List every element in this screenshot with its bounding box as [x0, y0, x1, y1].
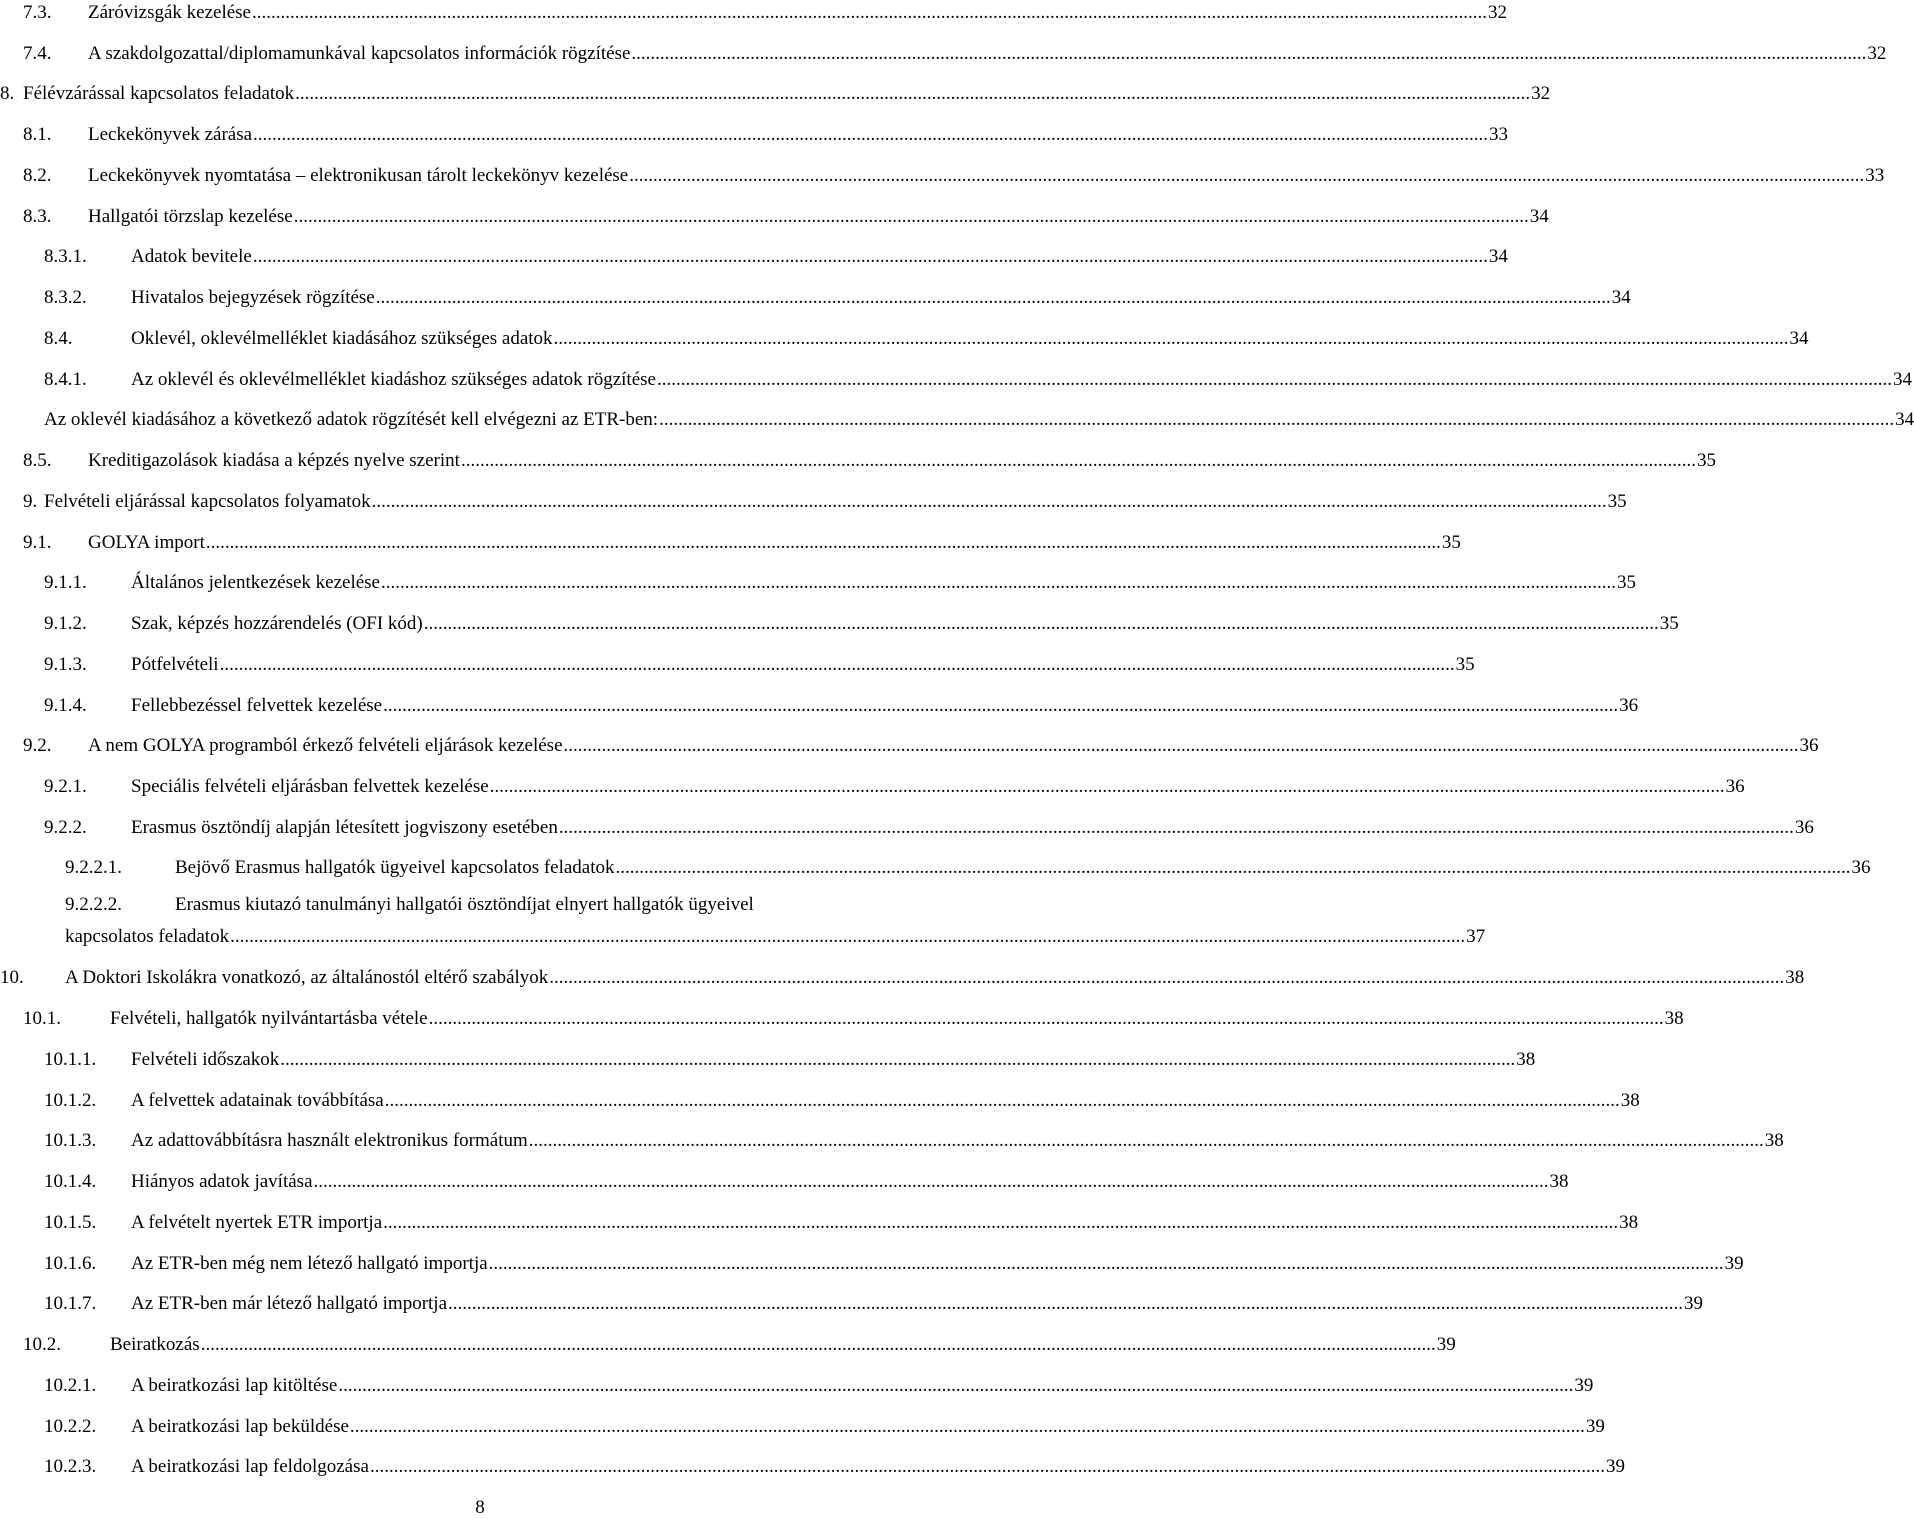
toc-entry[interactable] — [44, 1245, 1744, 1275]
dot-leader — [370, 1456, 1605, 1478]
toc-entry-page: 34 — [1895, 409, 1914, 430]
toc-entry-title: Adatok bevitele — [131, 246, 252, 267]
toc-entry-title: Az ETR-ben már létező hallgató importja — [131, 1293, 448, 1314]
dot-leader — [559, 817, 1794, 839]
toc-entry-page: 39 — [1724, 1253, 1744, 1274]
toc-entry-page: 32 — [1488, 2, 1507, 23]
toc-entry-title: Általános jelentkezések kezelése — [131, 572, 380, 593]
toc-entry[interactable] — [23, 116, 1509, 146]
dot-leader — [631, 43, 1866, 65]
toc-entry-title: A beiratkozási lap kitöltése — [131, 1375, 338, 1396]
toc-entry-number: 10. — [0, 967, 24, 988]
toc-entry-page: 39 — [1574, 1375, 1594, 1396]
toc-entry-title-continued: kapcsolatos feladatok — [65, 926, 230, 947]
dot-leader — [657, 369, 1892, 391]
dot-leader — [385, 1090, 1620, 1112]
toc-entry-number: 9.1.3. — [44, 654, 87, 675]
dot-leader — [230, 926, 1465, 948]
toc-entry-title: Hiányos adatok javítása — [131, 1171, 313, 1192]
toc-entry-page: 38 — [1516, 1049, 1536, 1070]
toc-entry-number: 7.4. — [23, 43, 52, 64]
dot-leader — [206, 532, 1441, 554]
toc-entry-title: A beiratkozási lap beküldése — [131, 1416, 349, 1437]
toc-entry-title: GOLYA import — [88, 532, 205, 553]
toc-entry-title: A nem GOLYA programból érkező felvételi eljárások kezelése — [88, 735, 563, 756]
dot-leader — [564, 735, 1799, 757]
toc-entry[interactable] — [65, 849, 1871, 879]
toc-entry[interactable] — [23, 0, 1507, 24]
toc-entry-title: Az ETR-ben még nem létező hallgató importja — [131, 1253, 488, 1274]
toc-entry[interactable] — [44, 1082, 1640, 1112]
toc-entry-title: Kreditigazolások kiadása a képzés nyelve szerint — [88, 450, 460, 471]
toc-entry-number: 8.1. — [23, 124, 52, 145]
toc-entry-title: Felvételi, hallgatók nyilvántartásba vétele — [110, 1008, 428, 1029]
toc-entry-title: Záróvizsgák kezelése — [88, 2, 251, 23]
toc-entry-title: Erasmus ösztöndíj alapján létesített jogviszony esetében — [131, 817, 558, 838]
toc-entry[interactable] — [44, 1285, 1704, 1315]
toc-entry-title: Felvételi időszakok — [131, 1049, 280, 1070]
toc-entry-title: Fellebbezéssel felvettek kezelése — [131, 695, 383, 716]
toc-entry-page: 34 — [1892, 369, 1912, 390]
toc-entry-title: A Doktori Iskolákra vonatkozó, az általánostól eltérő szabályok — [65, 967, 549, 988]
toc-entry[interactable] — [44, 687, 1639, 717]
toc-entry-title: A felvételt nyertek ETR importja — [131, 1212, 383, 1233]
dot-leader — [554, 328, 1789, 350]
toc-entry-number: 10.1.6. — [44, 1253, 97, 1274]
toc-entry-number: 9.2. — [23, 735, 52, 756]
toc-entry-first-line — [65, 894, 958, 918]
toc-entry-title: Pótfelvételi — [131, 654, 219, 675]
toc-entry-number: 8.2. — [23, 165, 52, 186]
toc-entry-page: 34 — [1529, 206, 1549, 227]
toc-entry-number: 10.1.1. — [44, 1049, 97, 1070]
toc-entry-page: 35 — [1607, 491, 1627, 512]
toc-entry-number: 8.4. — [44, 328, 73, 349]
toc-entry-page: 35 — [1441, 532, 1461, 553]
toc-entry[interactable] — [44, 605, 1679, 635]
toc-entry-number: 8.3.2. — [44, 287, 87, 308]
toc-entry[interactable] — [44, 646, 1475, 676]
toc-entry-page: 36 — [1619, 695, 1639, 716]
toc-entry[interactable] — [23, 524, 1461, 554]
toc-entry-number: 8. — [0, 83, 15, 104]
toc-entry-title: A beiratkozási lap feldolgozása — [131, 1456, 369, 1477]
dot-leader — [616, 857, 1851, 879]
toc-entry-page: 35 — [1659, 613, 1679, 634]
toc-entry-page: 36 — [1851, 857, 1871, 878]
toc-entry-page: 33 — [1865, 165, 1885, 186]
toc-entry[interactable] — [44, 1408, 1605, 1438]
dot-leader — [629, 165, 1864, 187]
toc-entry-title: Felvételi eljárással kapcsolatos folyamatok — [44, 491, 371, 512]
dot-leader — [338, 1375, 1573, 1397]
toc-entry-number: 9.2.2. — [44, 817, 87, 838]
toc-entry[interactable] — [44, 279, 1631, 309]
toc-entry[interactable] — [44, 1448, 1625, 1478]
toc-entry[interactable] — [44, 809, 1814, 839]
toc-entry-second-line — [65, 918, 1486, 948]
toc-entry-number: 8.3. — [23, 206, 52, 227]
toc-entry[interactable] — [44, 1163, 1569, 1193]
dot-leader — [376, 287, 1611, 309]
toc-entry-page: 38 — [1664, 1008, 1684, 1029]
toc-entry[interactable] — [44, 320, 1809, 350]
toc-entry-number: 9.2.2.2. — [65, 894, 122, 915]
dot-leader — [490, 776, 1725, 798]
toc-entry-title: Bejövő Erasmus hallgatók ügyeivel kapcsolatos feladatok — [175, 857, 615, 878]
dot-leader — [549, 967, 1784, 989]
toc-entry-page: 35 — [1696, 450, 1716, 471]
toc-entry-number: 9.2.1. — [44, 776, 87, 797]
toc-entry[interactable] — [44, 1204, 1639, 1234]
toc-entry[interactable] — [23, 727, 1819, 757]
dot-leader — [448, 1293, 1683, 1315]
toc-entry-title: Félévzárással kapcsolatos feladatok — [23, 83, 295, 104]
toc-entry-number: 10.1. — [23, 1008, 61, 1029]
toc-entry[interactable] — [44, 401, 1914, 431]
dot-leader — [383, 695, 1618, 717]
toc-entry[interactable] — [44, 564, 1636, 594]
dot-leader — [252, 2, 1487, 24]
toc-entry-title: Az oklevél kiadásához a következő adatok rögzítését kell elvégezni az ETR-ben: — [44, 409, 659, 430]
toc-entry-number: 9.1. — [23, 532, 52, 553]
toc-entry-page: 36 — [1799, 735, 1819, 756]
toc-entry-page: 35 — [1455, 654, 1475, 675]
toc-entry-title: Az adattovábbításra használt elektronikus formátum — [131, 1130, 528, 1151]
toc-entry-number: 10.1.2. — [44, 1090, 97, 1111]
toc-entry-page: 32 — [1531, 83, 1551, 104]
dot-leader — [314, 1171, 1549, 1193]
toc-entry-title: Az oklevél és oklevélmelléklet kiadáshoz szükséges adatok rögzítése — [131, 369, 656, 390]
toc-entry-page: 38 — [1785, 967, 1805, 988]
toc-entry-page: 32 — [1867, 43, 1887, 64]
toc-entry-title: A szakdolgozattal/diplomamunkával kapcsolatos információk rögzítése — [88, 43, 631, 64]
toc-entry[interactable] — [0, 959, 1805, 989]
toc-entry-title: Beiratkozás — [110, 1334, 200, 1355]
toc-entry[interactable] — [44, 768, 1745, 798]
toc-entry[interactable] — [0, 75, 1551, 105]
toc-entry-number: 10.1.3. — [44, 1130, 97, 1151]
toc-entry[interactable] — [44, 1122, 1784, 1152]
toc-entry-title: Speciális felvételi eljárásban felvettek kezelése — [131, 776, 489, 797]
toc-entry-number: 9.1.1. — [44, 572, 87, 593]
toc-entry-page: 37 — [1466, 926, 1486, 947]
dot-leader — [280, 1049, 1515, 1071]
dot-leader — [429, 1008, 1664, 1030]
dot-leader — [489, 1253, 1724, 1275]
toc-entry-page: 39 — [1684, 1293, 1704, 1314]
dot-leader — [294, 206, 1529, 228]
toc-entry-title: A felvettek adatainak továbbítása — [131, 1090, 384, 1111]
toc-entry-page: 36 — [1794, 817, 1814, 838]
toc-entry-number: 10.2. — [23, 1334, 61, 1355]
toc-entry-number: 10.1.7. — [44, 1293, 97, 1314]
dot-leader — [659, 409, 1894, 431]
toc-entry-title: Szak, képzés hozzárendelés (OFI kód) — [131, 613, 423, 634]
toc-entry-page: 33 — [1489, 124, 1509, 145]
toc-entry-page: 38 — [1764, 1130, 1784, 1151]
toc-entry[interactable] — [23, 198, 1549, 228]
dot-leader — [295, 83, 1530, 105]
toc-entry-title: Oklevél, oklevélmelléklet kiadásához szükséges adatok — [131, 328, 553, 349]
toc-entry[interactable] — [44, 238, 1508, 268]
toc-entry-number: 8.5. — [23, 450, 52, 471]
toc-entry-page: 38 — [1620, 1090, 1640, 1111]
toc-entry-title: Leckekönyvek zárása — [88, 124, 253, 145]
toc-entry[interactable] — [44, 361, 1912, 391]
dot-leader — [424, 613, 1659, 635]
toc-entry-number: 10.1.5. — [44, 1212, 97, 1233]
toc-entry[interactable] — [44, 1367, 1594, 1397]
dot-leader — [461, 450, 1696, 472]
toc-entry-number: 7.3. — [23, 2, 52, 23]
dot-leader — [372, 491, 1607, 513]
toc-entry-number: 9.1.2. — [44, 613, 87, 634]
toc-entry-page: 34 — [1789, 328, 1809, 349]
toc-entry-page: 38 — [1549, 1171, 1569, 1192]
toc-entry-page: 39 — [1436, 1334, 1456, 1355]
toc-entry-number: 10.2.3. — [44, 1456, 97, 1477]
dot-leader — [529, 1130, 1764, 1152]
toc-entry-page: 35 — [1617, 572, 1636, 593]
toc-entry-number: 9.2.2.1. — [65, 857, 122, 878]
toc-entry-title: Hallgatói törzslap kezelése — [88, 206, 293, 227]
toc-entry[interactable] — [23, 1000, 1684, 1030]
dot-leader — [350, 1416, 1585, 1438]
toc-entry-page: 34 — [1488, 246, 1508, 267]
toc-entry-number: 10.2.1. — [44, 1375, 97, 1396]
toc-entry[interactable] — [23, 35, 1887, 65]
toc-entry[interactable] — [23, 157, 1885, 187]
dot-leader — [201, 1334, 1436, 1356]
toc-entry-title: Leckekönyvek nyomtatása – elektronikusan tárolt leckekönyv kezelése — [88, 165, 629, 186]
toc-entry[interactable] — [23, 1326, 1456, 1356]
toc-entry[interactable] — [23, 483, 1627, 513]
toc-entry-page: 34 — [1611, 287, 1631, 308]
toc-entry-title: Hivatalos bejegyzések rögzítése — [131, 287, 375, 308]
dot-leader — [383, 1212, 1618, 1234]
toc-entry-number: 10.2.2. — [44, 1416, 97, 1437]
dot-leader — [253, 124, 1488, 146]
toc-entry-number: 9. — [23, 491, 38, 512]
toc-entry-number: 8.3.1. — [44, 246, 87, 267]
page-number: 8 — [475, 1497, 485, 1518]
toc-entry-page: 38 — [1619, 1212, 1639, 1233]
toc-entry-number: 10.1.4. — [44, 1171, 97, 1192]
toc-entry-number: 9.1.4. — [44, 695, 87, 716]
toc-entry[interactable] — [44, 1041, 1536, 1071]
toc-entry-page: 36 — [1725, 776, 1745, 797]
dot-leader — [381, 572, 1616, 594]
dot-leader — [220, 654, 1455, 676]
toc-entry-page: 39 — [1585, 1416, 1605, 1437]
dot-leader — [253, 246, 1488, 268]
toc-entry-number: 8.4.1. — [44, 369, 87, 390]
toc-entry[interactable] — [23, 442, 1716, 472]
toc-entry-page: 39 — [1605, 1456, 1625, 1477]
toc-entry-title: Erasmus kiutazó tanulmányi hallgatói ösztöndíjat elnyert hallgatók ügyeivel — [175, 894, 754, 915]
